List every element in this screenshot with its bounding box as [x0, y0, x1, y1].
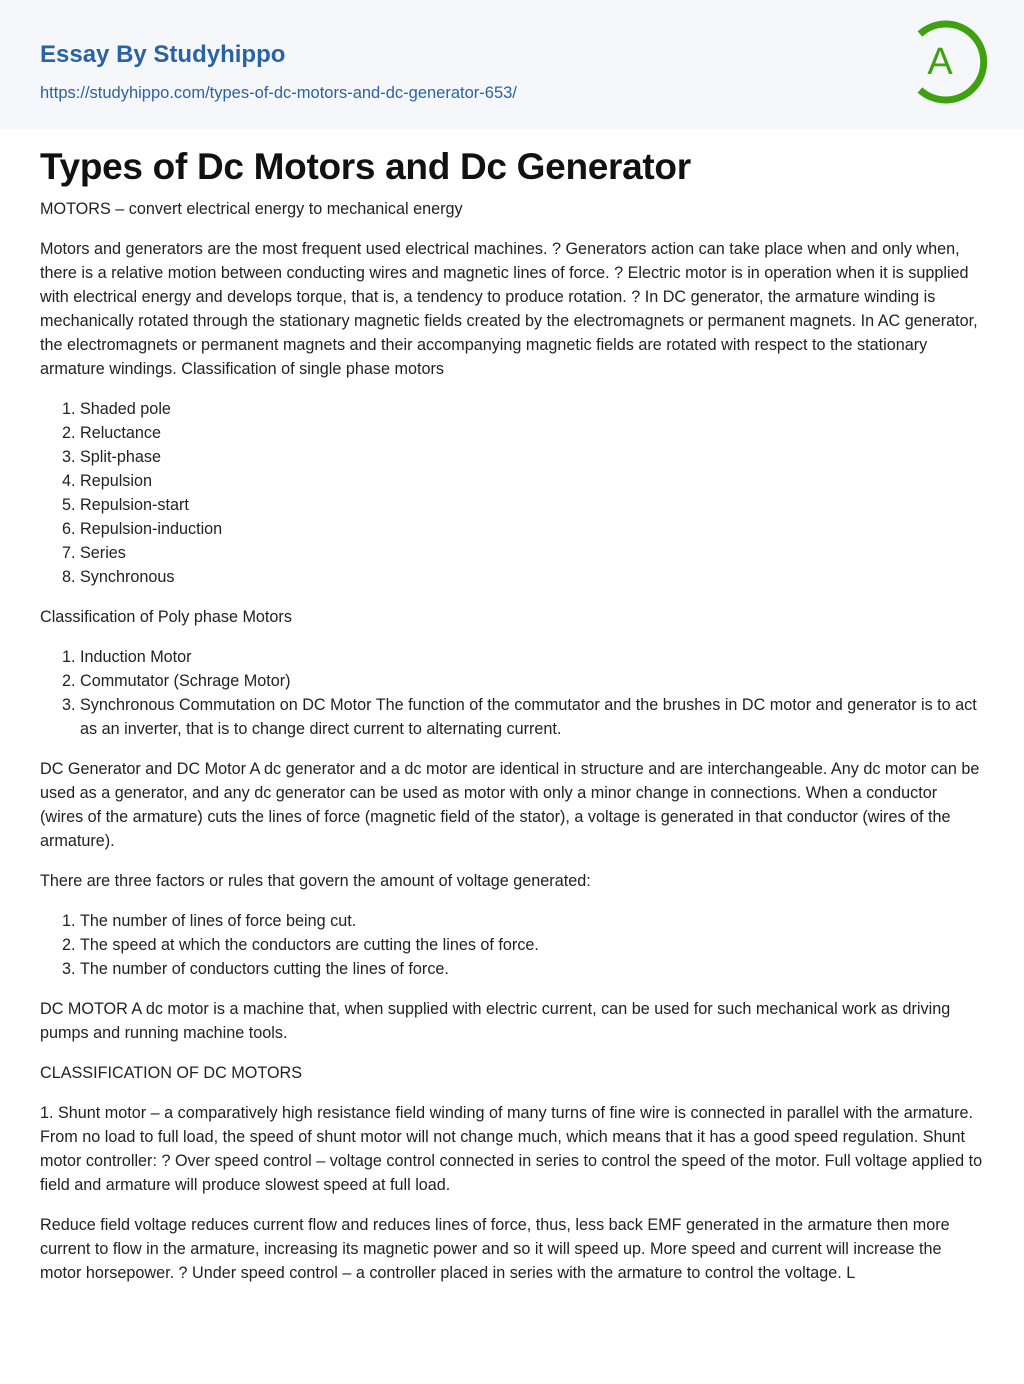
- paragraph-motors-generators: Motors and generators are the most frequent used electrical machines. ? Generators action can take place when and only when, there is a relative motion between conducting wires and magnetic lines of force. ? Electric motor is in operation when it is supplied with electrical energy and develops torque, that is, a tendency to produce rotation. ? In DC generator, the armature winding is mechanically rotated through the stationary magnetic fields created by the electromagnets or permanent magnets. In AC generator, the electromagnets or permanent magnets and their accompanying magnetic fields are rotated with respect to the stationary armature windings. Classification of single phase motors: [40, 240, 978, 378]
- paragraph-dc-generator-motor: DC Generator and DC Motor A dc generator and a dc motor are identical in structure and are interchangeable. Any dc motor can be used as a generator, and any dc generator can be used as motor with only a minor change in connections. When a conductor (wires of the armature) cuts the lines of force (magnetic field of the stator), a voltage is generated in that conductor (wires of the armature).: [40, 760, 980, 850]
- list-item: 8. Synchronous: [80, 565, 984, 589]
- poly-phase-heading: Classification of Poly phase Motors: [40, 608, 292, 626]
- list-item: 1. Induction Motor: [80, 645, 984, 669]
- voltage-factors-list: [40, 909, 984, 981]
- logo-letter: A: [927, 41, 953, 83]
- intro-paragraph: MOTORS – convert electrical energy to mechanical energy: [40, 200, 463, 218]
- logo-a-icon: [910, 18, 988, 106]
- paragraph-dc-motor: DC MOTOR A dc motor is a machine that, when supplied with electric current, can be used for such mechanical work as driving pumps and running machine tools.: [40, 1000, 951, 1042]
- paragraph-three-factors: There are three factors or rules that govern the amount of voltage generated:: [40, 872, 591, 890]
- list-item: 3. Synchronous Commutation on DC Motor The function of the commutator and the brushes in DC motor and generator is to act as an inverter, that is to change direct current to alternating current.: [80, 693, 984, 741]
- paragraph-field-voltage: Reduce field voltage reduces current flow and reduces lines of force, thus, less back EMF generated in the armature then more current to flow in the armature, increasing its magnetic power and so it will speed up. More speed and current will increase the motor horsepower. ? Under speed control – a controller placed in series with the armature to control the voltage. L: [40, 1216, 950, 1282]
- list-item: 2. Commutator (Schrage Motor): [80, 669, 984, 693]
- page-title: Types of Dc Motors and Dc Generator: [40, 146, 691, 187]
- list-item: 2. Reluctance: [80, 421, 984, 445]
- list-item: 1. Shaded pole: [80, 397, 984, 421]
- list-item: 2. The speed at which the conductors are cutting the lines of force.: [80, 933, 984, 957]
- poly-phase-motors-list: [40, 645, 984, 741]
- article-body: [40, 197, 984, 1301]
- studyhippo-logo[interactable]: [910, 18, 988, 106]
- classification-heading: CLASSIFICATION OF DC MOTORS: [40, 1064, 303, 1082]
- essay-url-link[interactable]: https://studyhippo.com/types-of-dc-motors-and-dc-generator-653/: [40, 84, 517, 102]
- list-item: 5. Repulsion-start: [80, 493, 984, 517]
- list-item: 7. Series: [80, 541, 984, 565]
- list-item: 1. The number of lines of force being cut.: [80, 909, 984, 933]
- list-item: 3. The number of conductors cutting the lines of force.: [80, 957, 984, 981]
- list-item: 4. Repulsion: [80, 469, 984, 493]
- list-item: 6. Repulsion-induction: [80, 517, 984, 541]
- list-item: 3. Split-phase: [80, 445, 984, 469]
- single-phase-motors-list: [40, 397, 984, 589]
- brand-title[interactable]: Essay By Studyhippo: [40, 41, 286, 68]
- paragraph-shunt-motor: 1. Shunt motor – a comparatively high resistance field winding of many turns of fine wire is connected in parallel with the armature. From no load to full load, the speed of shunt motor will not change much, which means that it has a good speed regulation. Shunt motor controller: ? Over speed control – voltage control connected in series to control the speed of the motor. Full voltage applied to field and armature will produce slowest speed at full load.: [40, 1104, 983, 1194]
